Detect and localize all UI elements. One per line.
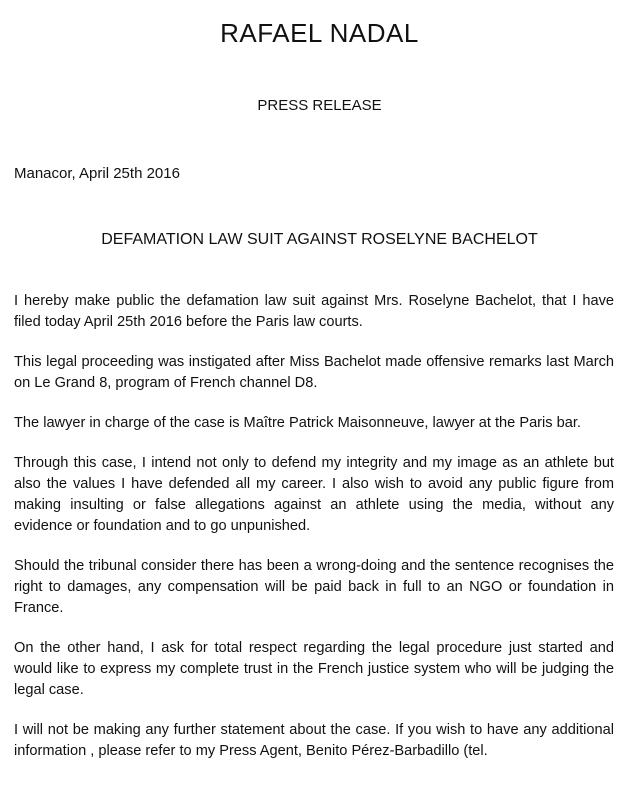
paragraph-instigation: This legal proceeding was instigated after Miss Bachelot made offensive remarks last March on Le Grand 8, program of French channel D8. <box>14 354 614 391</box>
paragraph-intent: Through this case, I intend not only to defend my integrity and my image as an athlete but also the values I have defended all my career. I also wish to avoid any public figure from making insulting or false allegations against an athlete using the media, without any evidence or foundation and to go unpunished. <box>14 455 614 534</box>
paragraph-lawsuit-announcement: I hereby make public the defamation law suit against Mrs. Roselyne Bachelot, that I have filed today April 25th 2016 before the Paris law courts. <box>14 293 614 330</box>
paragraph-further-statement: I will not be making any further statement about the case. If you wish to have any additional information , please refer to my Press Agent, Benito Pérez-Barbadillo (tel. <box>14 722 614 759</box>
body-text <box>14 291 614 781</box>
paragraph-compensation: Should the tribunal consider there has been a wrong-doing and the sentence recognises the right to damages, any compensation will be paid back in full to an NGO or foundation in France. <box>14 558 614 616</box>
author-name: RAFAEL NADAL <box>220 18 419 48</box>
paragraph-respect: On the other hand, I ask for total respect regarding the legal procedure just started and would like to express my complete trust in the French justice system who will be judging the legal case. <box>14 640 614 698</box>
paragraph-lawyer: The lawyer in charge of the case is Maître Patrick Maisonneuve, lawyer at the Paris bar. <box>14 415 581 431</box>
headline: DEFAMATION LAW SUIT AGAINST ROSELYNE BACHELOT <box>101 231 538 248</box>
dateline: Manacor, April 25th 2016 <box>14 165 180 182</box>
document-type: PRESS RELEASE <box>257 97 382 114</box>
